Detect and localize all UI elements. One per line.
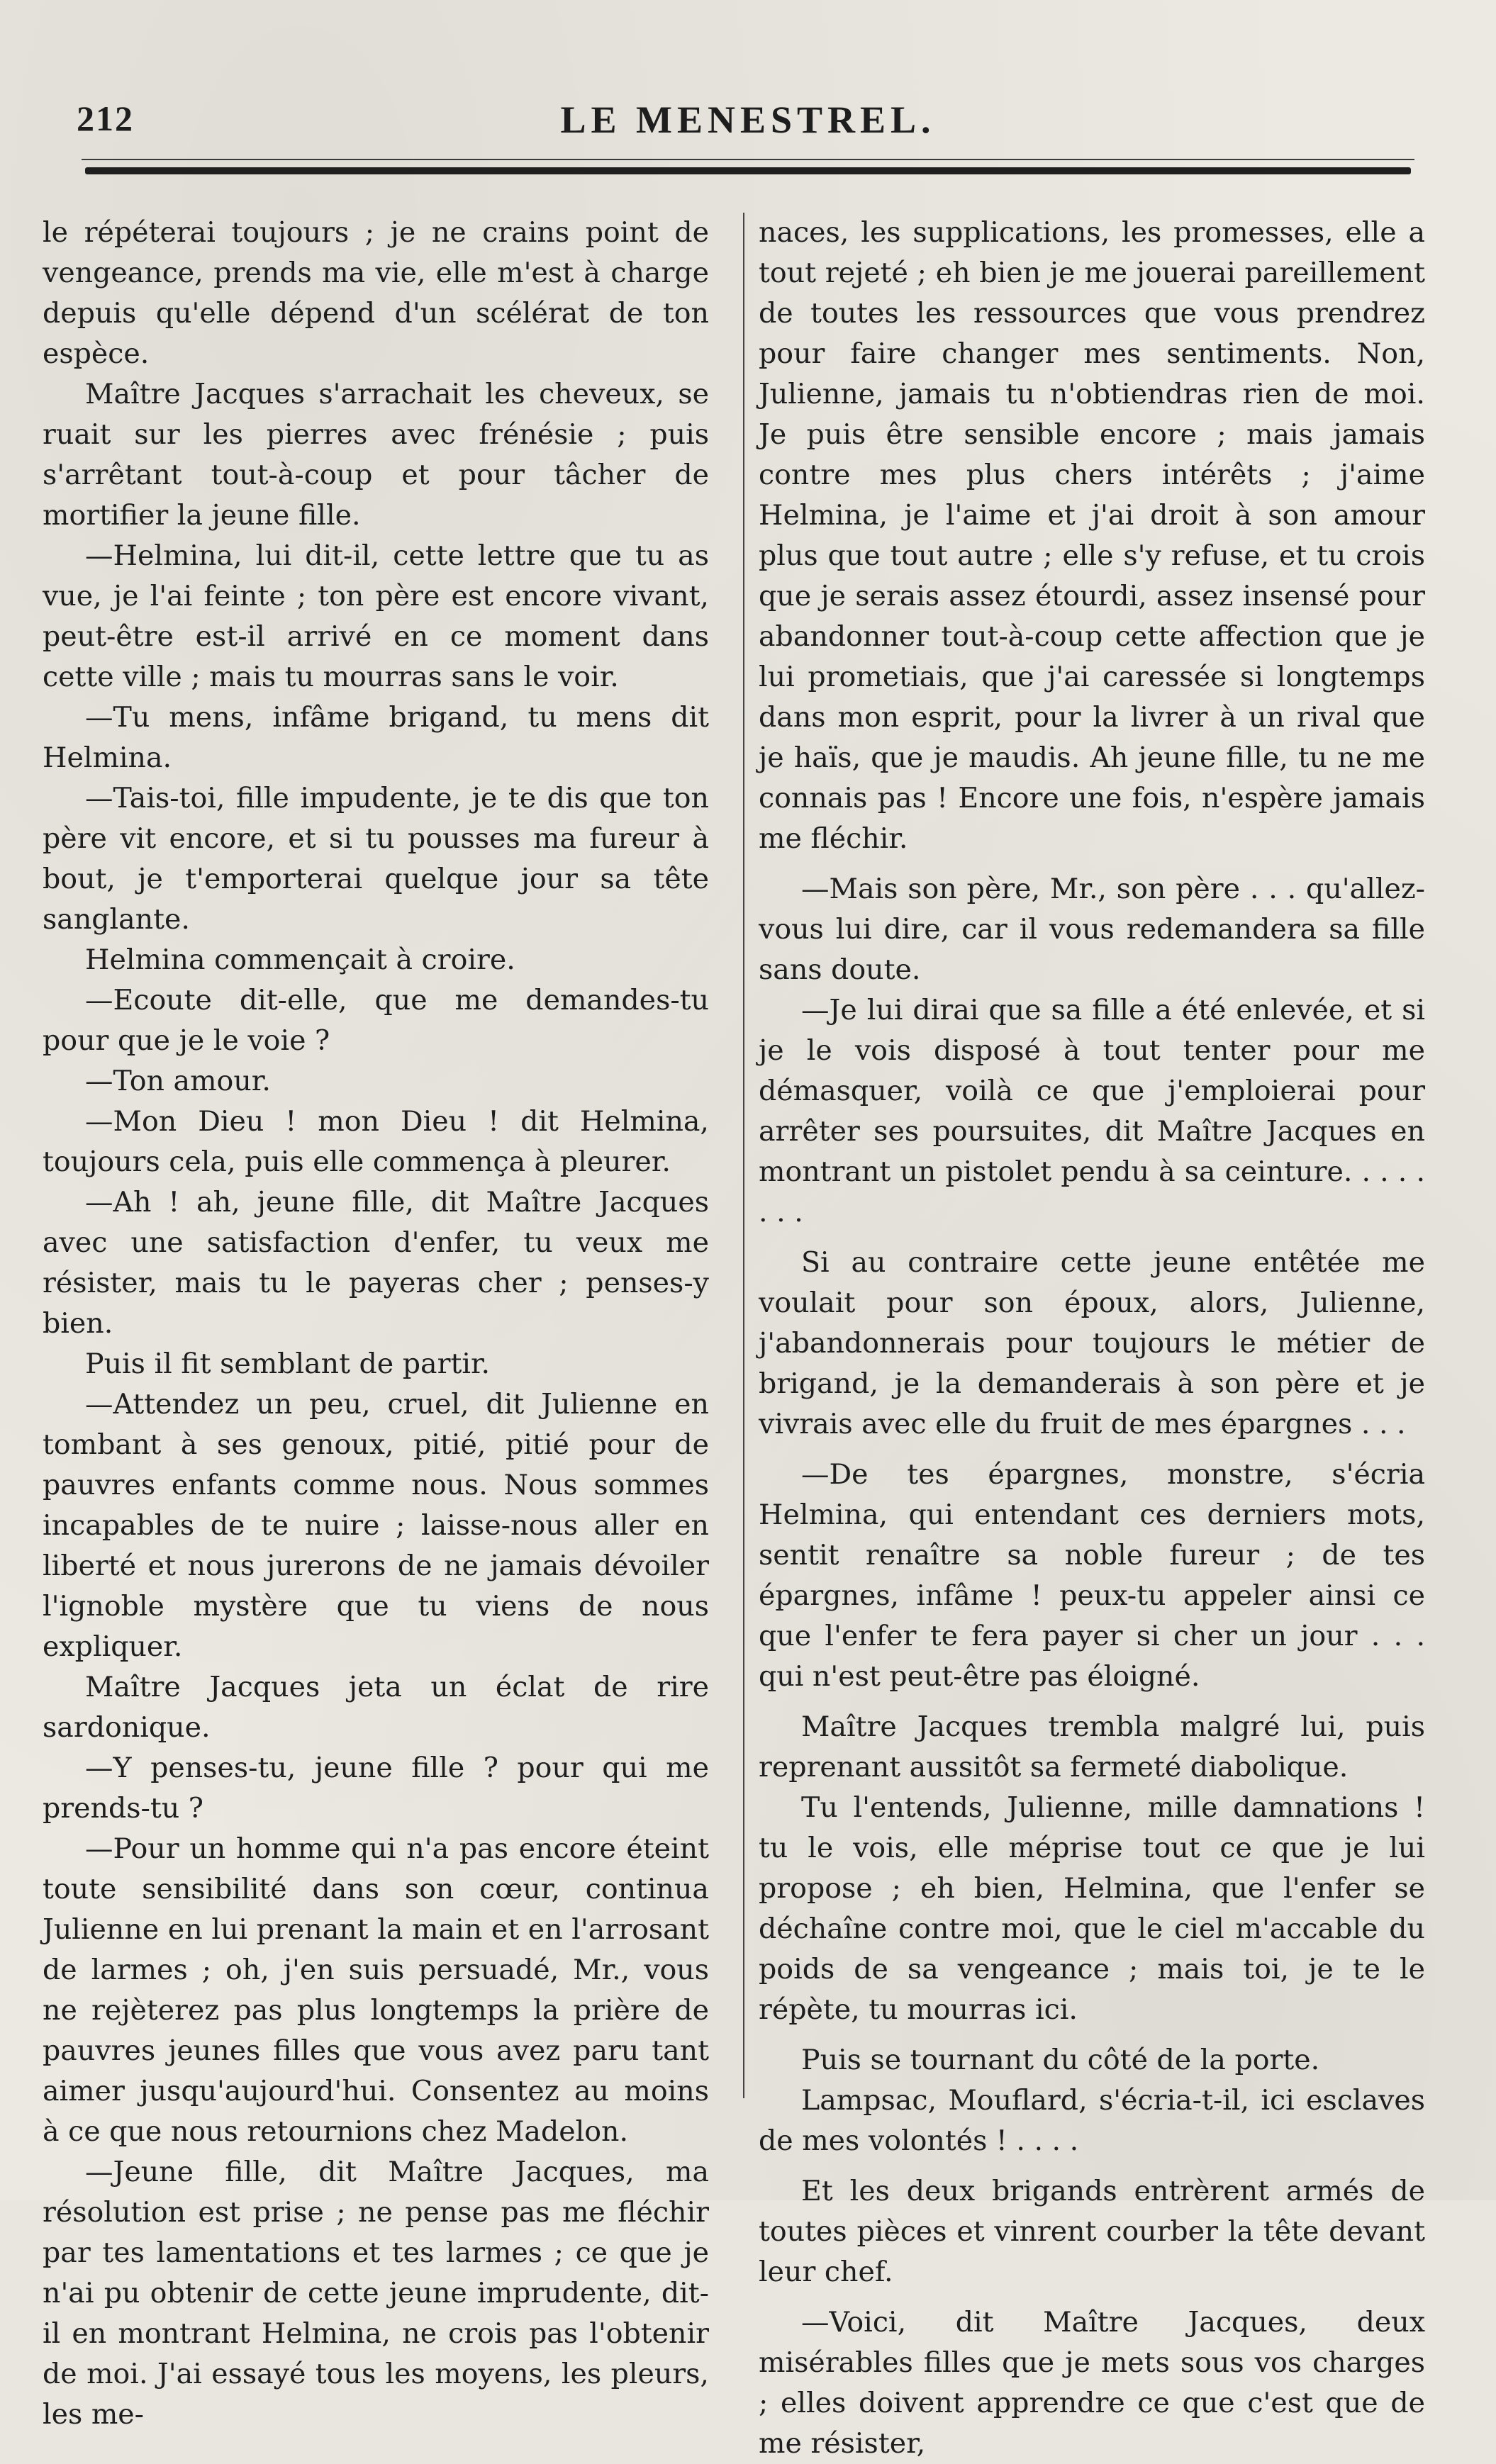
paragraph: —Tais-toi, fille impudente, je te dis que ton père vit encore, et si tu pousses ma fureur à bout, je t'emporterai quelque jour sa tête sanglante. <box>43 782 709 936</box>
page-number: 212 <box>77 99 134 138</box>
paragraph: —Y penses-tu, jeune fille ? pour qui me prends-tu ? <box>43 1752 709 1825</box>
paragraph: Maître Jacques s'arrachait les cheveux, se ruait sur les pierres avec frénésie ; puis s'arrêtant tout-à-coup et pour tâcher de mortifier la jeune fille. <box>43 378 709 532</box>
paragraph: Maître Jacques jeta un éclat de rire sardonique. <box>43 1671 709 1744</box>
spacer <box>759 1697 1425 1707</box>
paragraph: —Ton amour. <box>85 1065 271 1097</box>
spacer <box>759 2030 1425 2040</box>
paragraph: le répéterai toujours ; je ne crains point de vengeance, prends ma vie, elle m'est à charge depuis qu'elle dépend d'un scélérat de ton espèce. <box>43 216 709 370</box>
right-column <box>759 213 1425 2460</box>
paragraph: Puis il fit semblant de partir. <box>85 1348 491 1380</box>
paragraph: Et les deux brigands entrèrent armés de toutes pièces et vinrent courber la tête devant leur chef. <box>759 2175 1425 2288</box>
spacer <box>759 2292 1425 2302</box>
spacer <box>759 1233 1425 1243</box>
running-title: LE MENESTREL. <box>560 99 936 141</box>
paragraph: —Jeune fille, dit Maître Jacques, ma résolution est prise ; ne pense pas me fléchir par tes lamentations et tes larmes ; ce que je n'ai pu obtenir de cette jeune imprudente, dit-il en montrant Helmina, ne crois pas l'obtenir de moi. J'ai essayé tous les moyens, les pleurs, les me- <box>43 2156 709 2431</box>
column-divider <box>743 213 744 2098</box>
left-column <box>43 213 709 2431</box>
paragraph: —Attendez un peu, cruel, dit Julienne en tombant à ses genoux, pitié, pitié pour de pauvres enfants comme nous. Nous sommes incapables de te nuire ; laisse-nous aller en liberté et nous jurerons de ne jamais dévoiler l'ignoble mystère que tu viens de nous expliquer. <box>43 1388 709 1663</box>
spacer <box>759 1445 1425 1455</box>
paragraph: Tu l'entends, Julienne, mille damnations ! tu le vois, elle méprise tout ce que je lui propose ; eh bien, Helmina, que l'enfer se déchaîne contre moi, que le ciel m'accable du poids de sa vengeance ; mais toi, je te le répète, tu mourras ici. <box>759 1791 1425 2026</box>
paragraph: Puis se tournant du côté de la porte. <box>801 2044 1320 2076</box>
paragraph: —Ecoute dit-elle, que me demandes-tu pour que je le voie ? <box>43 984 709 1057</box>
paragraph: —Pour un homme qui n'a pas encore éteint toute sensibilité dans son cœur, continua Julienne en lui prenant la main et en l'arrosant de larmes ; oh, j'en suis persuadé, Mr., vous ne rejèterez pas plus longtemps la prière de pauvres jeunes filles que vous avez paru tant aimer jusqu'aujourd'hui. Consentez au moins à ce que nous retournions chez Madelon. <box>43 1832 709 2148</box>
paragraph: —Helmina, lui dit-il, cette lettre que tu as vue, je l'ai feinte ; ton père est encore vivant, peut-être est-il arrivé en ce moment dans cette ville ; mais tu mourras sans le voir. <box>43 539 709 693</box>
spacer <box>759 859 1425 869</box>
paragraph: —Voici, dit Maître Jacques, deux misérables filles que je mets sous vos charges ; elles doivent apprendre ce que c'est que de me résister, <box>759 2306 1425 2460</box>
paragraph: Maître Jacques trembla malgré lui, puis reprenant aussitôt sa fermeté diabolique. <box>759 1710 1425 1783</box>
paragraph: —Tu mens, infâme brigand, tu mens dit Helmina. <box>43 701 709 774</box>
paragraph: —Mon Dieu ! mon Dieu ! dit Helmina, toujours cela, puis elle commença à pleurer. <box>43 1105 709 1178</box>
paragraph: Lampsac, Mouflard, s'écria-t-il, ici esclaves de mes volontés ! . . . . <box>759 2084 1425 2157</box>
paragraph: Helmina commençait à croire. <box>85 943 515 976</box>
paragraph: —De tes épargnes, monstre, s'écria Helmina, qui entendant ces derniers mots, sentit renaître sa noble fureur ; de tes épargnes, infâme ! peux-tu appeler ainsi ce que l'enfer te fera payer si cher un jour . . . qui n'est peut-être pas éloigné. <box>759 1458 1425 1693</box>
page-header <box>0 98 1496 147</box>
spacer <box>759 2161 1425 2171</box>
paragraph: —Mais son père, Mr., son père . . . qu'allez-vous lui dire, car il vous redemandera sa fille sans doute. <box>759 873 1425 986</box>
header-rule-thin <box>82 159 1414 160</box>
paragraph: naces, les supplications, les promesses, elle a tout rejeté ; eh bien je me jouerai pareillement de toutes les ressources que vous prendrez pour faire changer mes sentiments. Non, Julienne, jamais tu n'obtiendras rien de moi. Je puis être sensible encore ; mais jamais contre mes plus chers intérêts ; j'aime Helmina, je l'aime et j'ai droit à son amour plus que tout autre ; elle s'y refuse, et tu crois que je serais assez étourdi, assez insensé pour abandonner tout-à-coup cette affection que je lui prometiais, que j'ai caressée si longtemps dans mon esprit, pour la livrer à un rival que je haïs, que je maudis. Ah jeune fille, tu ne me connais pas ! Encore une fois, n'espère jamais me fléchir. <box>759 216 1425 855</box>
paragraph: —Ah ! ah, jeune fille, dit Maître Jacques avec une satisfaction d'enfer, tu veux me résister, mais tu le payeras cher ; penses-y bien. <box>43 1186 709 1340</box>
paragraph: Si au contraire cette jeune entêtée me voulait pour son époux, alors, Julienne, j'abandonnerais pour toujours le métier de brigand, je la demanderais à son père et je vivrais avec elle du fruit de mes épargnes . . . <box>759 1246 1425 1440</box>
header-rule-thick <box>85 167 1411 174</box>
paragraph: —Je lui dirai que sa fille a été enlevée, et si je le vois disposé à tout tenter pour me démasquer, voilà ce que j'emploierai pour arrêter ses poursuites, dit Maître Jacques en montrant un pistolet pendu à sa ceinture. . . . . . . . <box>759 994 1425 1228</box>
